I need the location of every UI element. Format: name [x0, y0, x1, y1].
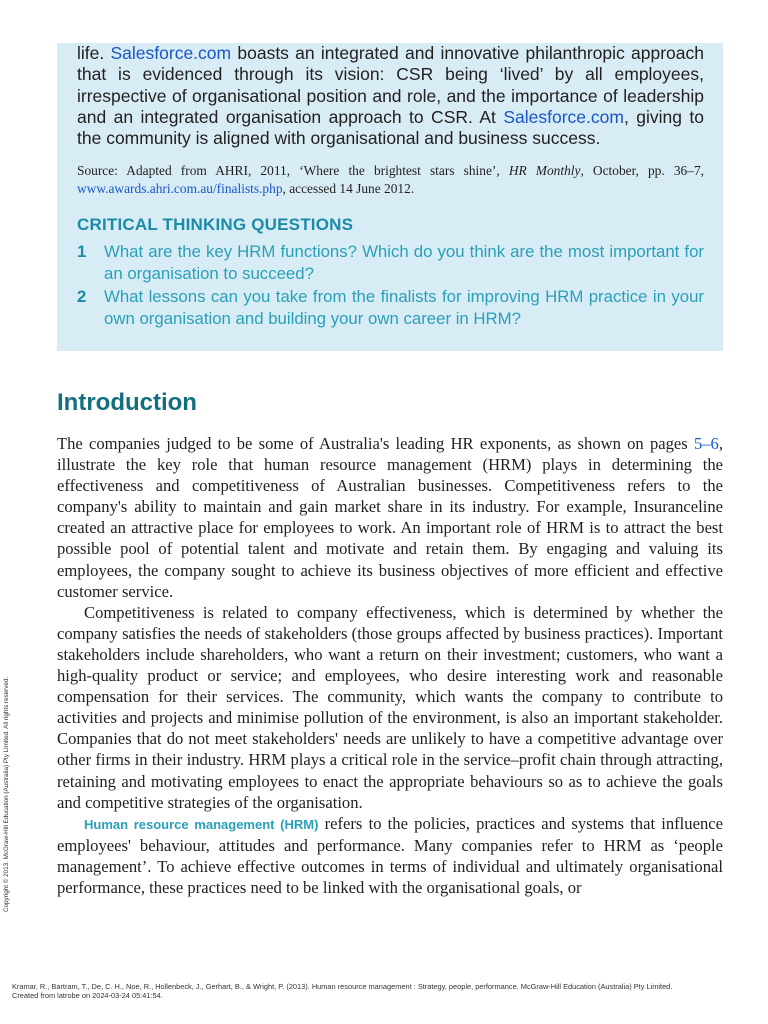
page-footer — [12, 982, 752, 1000]
ctq-number: 1 — [77, 242, 87, 261]
paragraph-3-rest: refers to the policies, practices and systems that influence employees' behaviour, attitudes and performance. Many companies refer to HRM as ‘people management’. To achieve effective outcomes in terms of individual and ultimately organisational performance, these practices need to be linked with the organisational goals, or — [57, 813, 723, 897]
key-term-hrm[interactable]: Human resource management (HRM) — [84, 816, 319, 832]
side-copyright-notice: Copyright © 2013. McGraw-Hill Education (Australia) Pty Limited. All rights reserved. — [3, 676, 10, 912]
case-study-box — [57, 43, 723, 351]
ctq-item — [77, 286, 704, 329]
salesforce-link-2[interactable]: Salesforce.com — [503, 106, 624, 127]
ctq-item — [77, 241, 704, 284]
case-text-2: boasts an integrated and innovative philanthropic approach that is evidenced through its vision: CSR being ‘lived’ by all employees, irrespective of organisational position and role, and the importance of leadership and an integrated organisation approach to CSR. At — [77, 43, 704, 127]
body-text — [57, 433, 723, 898]
paragraph-1-rest: , illustrate the key role that human resource management (HRM) plays in determining the effectiveness and competitiveness of Australian businesses. Competitiveness refers to the company's ability to maintain and gain market share in its industry. For example, Insuranceline created an attractive place for employees to work. An important role of HRM is to attract the best possible pool of potential talent and motivate and retain them. By engaging and valuing its employees, the company sought to achieve its business objectives of more efficient and effective customer service. — [57, 434, 723, 601]
source-citation — [77, 162, 704, 197]
ctq-list — [77, 241, 704, 331]
paragraph-1-lead: The companies judged to be some of Australia's leading HR exponents, as shown on pages — [57, 434, 694, 453]
source-suffix: , accessed 14 June 2012. — [282, 180, 415, 196]
ctq-text: What lessons can you take from the finalists for improving HRM practice in your own organisation and building your own career in HRM? — [104, 287, 704, 328]
source-journal: HR Monthly — [508, 163, 581, 178]
salesforce-link-1[interactable]: Salesforce.com — [110, 43, 232, 63]
ctq-heading: CRITICAL THINKING QUESTIONS — [77, 215, 354, 234]
ctq-text: What are the key HRM functions? Which do you think are the most important for an organisation to succeed? — [104, 242, 704, 283]
page-ref-link[interactable]: 5–6 — [693, 434, 719, 453]
paragraph-2: Competitiveness is related to company effectiveness, which is determined by whether the company satisfies the needs of stakeholders (those groups affected by business practices). Important stakeholders include shareholders, who want a return on their investment; customers, who want a high-quality product or service; and employees, who desire interesting work and reasonable compensation for their services. The community, which wants the company to contribute to activities and projects and minimise pollution of the environment, is also an important stakeholder. Companies that do not meet stakeholders' needs are unlikely to have a competitive advantage over other firms in their industry. HRM plays a critical role in the service–profit chain through attracting, retaining and motivating employees to enact the appropriate behaviours so as to achieve the goals and competitive strategies of the organisation. — [57, 602, 723, 812]
paragraph-3 — [57, 813, 723, 898]
source-prefix: Source: Adapted from AHRI, 2011, ‘Where the brightest stars shine’, — [77, 163, 509, 178]
section-title: Introduction — [57, 389, 197, 416]
case-text-1: life. — [77, 43, 111, 63]
source-url-link[interactable]: www.awards.ahri.com.au/finalists.php — [77, 180, 283, 196]
footer-citation: Kramar, R., Bartram, T., De, C. H., Noe, R., Hollenbeck, J., Gerhart, B., & Wright, P. (2013). Human resource management : Strategy, people, performance. McGraw-Hill Education (Australia) Pty Limited. — [12, 982, 673, 991]
case-text-3: , giving to the community is aligned with organisational and business success. — [77, 106, 705, 149]
footer-created: Created from latrobe on 2024-03-24 05:41:54. — [12, 991, 163, 1000]
ctq-number: 2 — [77, 287, 87, 306]
paragraph-1 — [57, 433, 723, 602]
case-study-paragraph — [77, 43, 704, 149]
source-mid: , October, pp. 36–7, — [580, 163, 704, 178]
